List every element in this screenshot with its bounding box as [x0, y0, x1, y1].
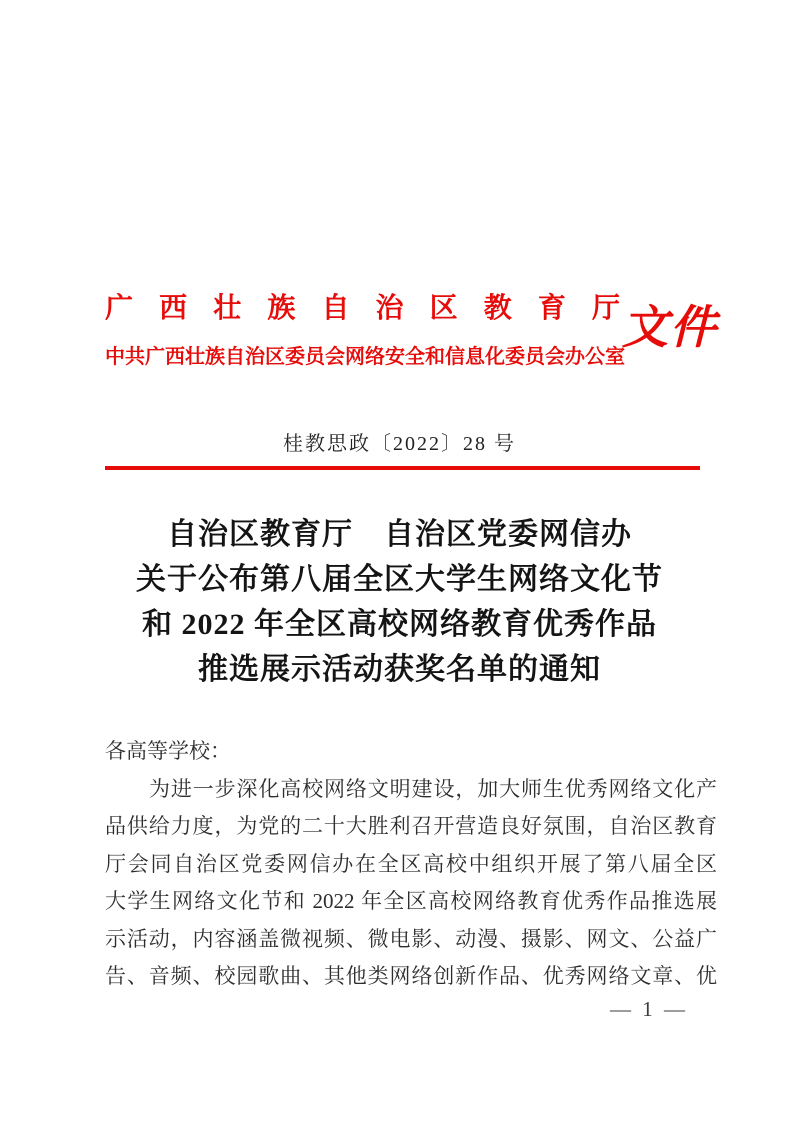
- red-divider-line: [105, 466, 700, 470]
- paragraph-line: 大学生网络文化节和 2022 年全区高校网络教育优秀作品推选展: [105, 889, 717, 913]
- document-reference-number: 桂教思政〔2022〕28 号: [283, 433, 516, 455]
- salutation-line: 各高等学校：: [105, 739, 231, 763]
- document-type-label: 文件: [622, 302, 718, 353]
- issuer-name-primary: 广 西 壮 族 自 治 区 教 育 厅: [105, 293, 620, 324]
- document-title: [0, 512, 799, 692]
- paragraph-line: 告、音频、校园歌曲、其他类网络创新作品、优秀网络文章、优: [105, 964, 717, 988]
- title-line-4: 推选展示活动获奖名单的通知: [198, 653, 601, 686]
- paragraph-line: 为进一步深化高校网络文明建设，加大师生优秀网络文化产: [149, 776, 717, 801]
- paragraph-line: 品供给力度，为党的二十大胜利召开营造良好氛围，自治区教育: [105, 814, 717, 838]
- title-line-2: 关于公布第八届全区大学生网络文化节: [136, 563, 663, 596]
- document-body: [105, 733, 717, 996]
- paragraph-line: 示活动，内容涵盖微视频、微电影、动漫、摄影、网文、公益广: [105, 926, 717, 951]
- issuer-name-secondary: 中 共 广 西 壮 族 自 治 区 委 员 会 网 络 安 全 和 信 息 化 委 员 会 办 公 室: [105, 346, 625, 368]
- title-line-3: 和 2022 年全区高校网络教育优秀作品: [142, 608, 657, 641]
- paragraph-line: 厅会同自治区党委网信办在全区高校中组织开展了第八届全区: [105, 851, 717, 876]
- title-line-1: 自治区教育厅 自治区党委网信办: [167, 518, 632, 551]
- page-number: — 1 —: [610, 997, 688, 1021]
